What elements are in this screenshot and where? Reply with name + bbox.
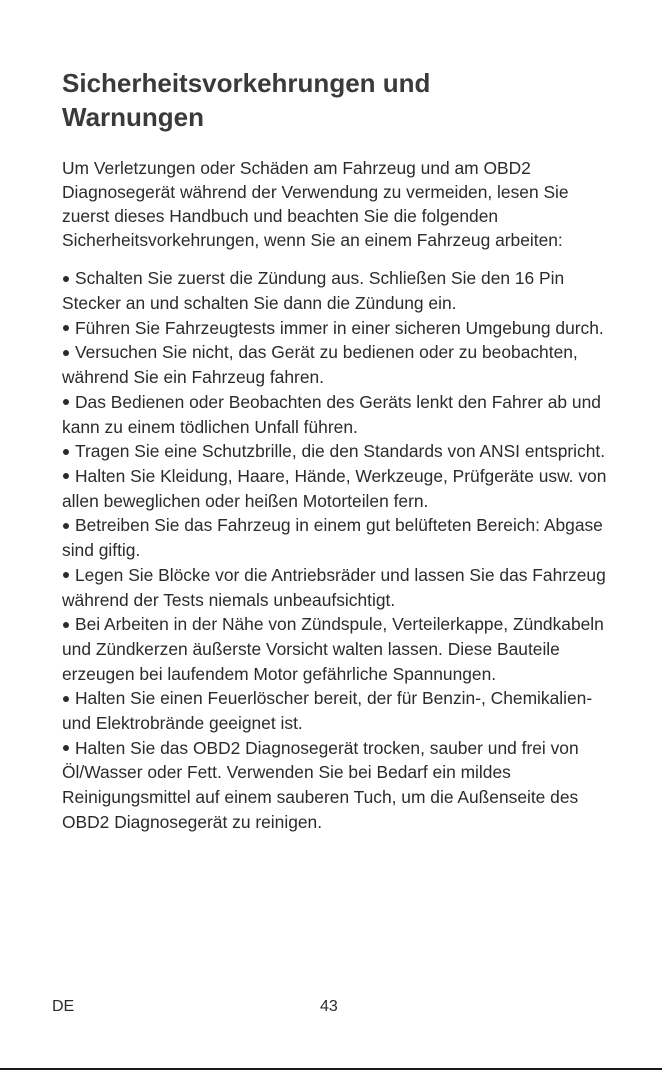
list-item — [62, 390, 607, 439]
page-number: 43 — [320, 998, 338, 1015]
list-item — [62, 316, 607, 341]
title-line-1: Sicherheitsvorkehrungen und — [62, 68, 431, 98]
list-item-text: Legen Sie Blöcke vor die Antriebsräder und lassen Sie das Fahrzeug während der Tests niemals unbeaufsichtigt. — [62, 564, 606, 610]
bullet-icon — [63, 572, 69, 578]
list-item — [62, 686, 607, 735]
bullet-icon — [63, 449, 69, 455]
list-item-text: Halten Sie das OBD2 Diagnosegerät trocken, sauber und frei von Öl/Wasser oder Fett. Verwenden Sie bei Bedarf ein mildes Reinigungsmittel auf einem sauberen Tuch, um die Außenseite des OBD2 Diagnosegerät zu reinigen. — [62, 737, 579, 832]
list-item — [62, 464, 607, 513]
list-item — [62, 340, 607, 389]
bullet-icon — [63, 696, 69, 702]
list-item — [62, 439, 607, 464]
bullet-icon — [63, 745, 69, 751]
list-item — [62, 563, 607, 612]
bullet-icon — [63, 473, 69, 479]
list-item — [62, 736, 607, 835]
list-item-text: Halten Sie Kleidung, Haare, Hände, Werkzeuge, Prüfgeräte usw. von allen beweglichen oder heißen Motorteilen fern. — [62, 466, 607, 511]
list-item-text: Das Bedienen oder Beobachten des Geräts lenkt den Fahrer ab und kann zu einem tödlichen Unfall führen. — [62, 391, 601, 437]
list-item-text: Betreiben Sie das Fahrzeug in einem gut belüfteten Bereich: Abgase sind giftig. — [62, 515, 603, 561]
page-content — [62, 66, 607, 835]
bullet-icon — [63, 350, 69, 356]
bullet-icon — [63, 325, 69, 331]
footer-language: DE — [52, 998, 75, 1015]
list-item-text: Tragen Sie eine Schutzbrille, die den Standards von ANSI entspricht. — [75, 441, 606, 462]
list-item-text: Bei Arbeiten in der Nähe von Zündspule, Verteilerkappe, Zündkabeln und Zündkerzen äußerste Vorsicht walten lassen. Diese Bauteile erzeugen bei laufendem Motor gefährliche Spannungen. — [62, 614, 604, 684]
bullet-icon — [63, 523, 69, 529]
list-item — [62, 612, 607, 686]
list-item-text: Schalten Sie zuerst die Zündung aus. Schließen Sie den 16 Pin Stecker an und schalten Sie dann die Zündung ein. — [62, 268, 565, 314]
page-title — [62, 66, 607, 134]
bullet-icon — [63, 622, 69, 628]
safety-list — [62, 266, 607, 834]
list-item-text: Führen Sie Fahrzeugtests immer in einer sicheren Umgebung durch. — [75, 317, 604, 338]
title-line-2: Warnungen — [62, 102, 205, 132]
intro-paragraph: Um Verletzungen oder Schäden am Fahrzeug und am OBD2 Diagnosegerät während der Verwendung zu vermeiden, lesen Sie zuerst dieses Handbuch und beachten Sie die folgenden Sicherheitsvorkehrungen, wenn Sie an einem Fahrzeug arbeiten: — [62, 158, 569, 251]
list-item — [62, 513, 607, 562]
list-item-text: Versuchen Sie nicht, das Gerät zu bedienen oder zu beobachten, während Sie ein Fahrzeug fahren. — [62, 342, 578, 388]
list-item — [62, 266, 607, 315]
bullet-icon — [63, 399, 69, 405]
list-item-text: Halten Sie einen Feuerlöscher bereit, der für Benzin-, Chemikalien- und Elektrobrände geeignet ist. — [62, 688, 593, 734]
bullet-icon — [63, 276, 69, 282]
bottom-divider — [0, 1068, 662, 1070]
